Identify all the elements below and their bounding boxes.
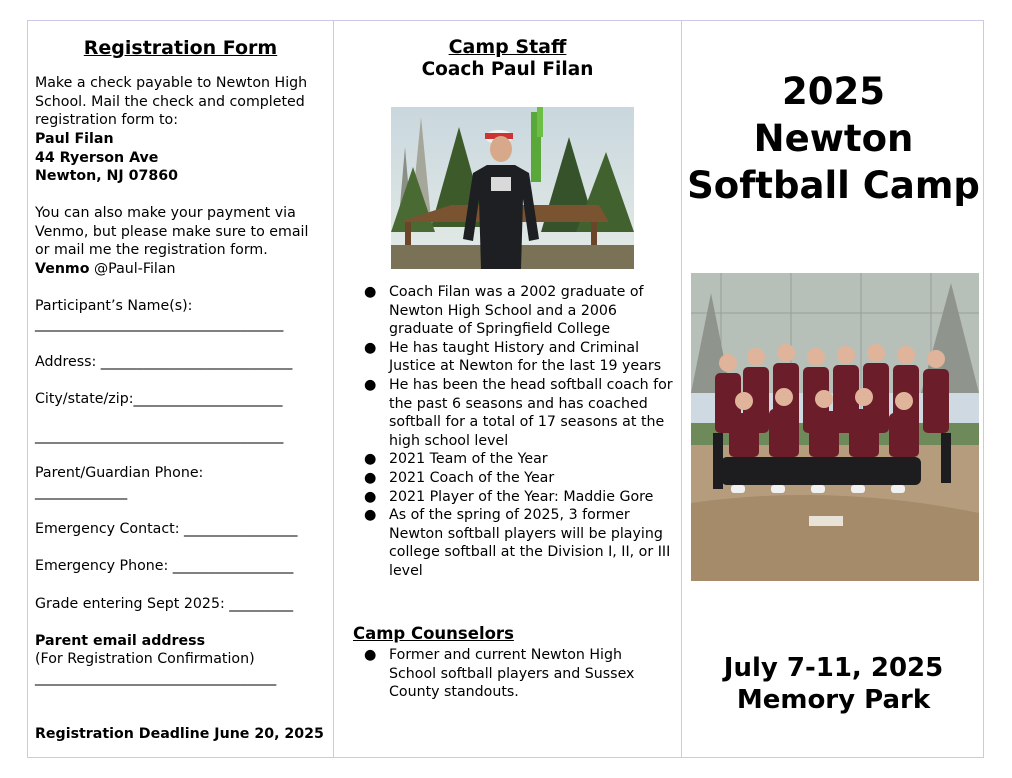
list-item bbox=[362, 376, 673, 450]
bio-text: He has been the head softball coach for the past 6 seasons and has coached softball for a total of 17 seasons at the high school level bbox=[389, 376, 673, 449]
parent-phone-label: Parent/Guardian Phone: bbox=[35, 465, 204, 481]
city-field-line[interactable]: ___________________________________ bbox=[35, 428, 284, 444]
bullet-icon: ● bbox=[364, 451, 377, 468]
bullet-icon: ● bbox=[364, 507, 377, 524]
venmo-text: You can also make your payment via Venmo, but please make sure to email or mail me the registration form. bbox=[35, 205, 309, 259]
list-item bbox=[362, 339, 673, 376]
staff-panel bbox=[334, 21, 682, 757]
team-photo bbox=[691, 273, 979, 581]
mail-name: Paul Filan bbox=[35, 131, 114, 147]
address-field[interactable]: Address: ___________________________ bbox=[35, 354, 293, 370]
city-field[interactable]: City/state/zip:_____________________ bbox=[35, 391, 283, 407]
email-field[interactable]: __________________________________ bbox=[35, 670, 277, 686]
counselors-list bbox=[362, 646, 673, 702]
counselors-title: Camp Counselors bbox=[353, 624, 514, 643]
cover-title-line1: Newton bbox=[753, 117, 914, 160]
venmo-line bbox=[35, 260, 327, 279]
cover-title-line2: Softball Camp bbox=[687, 164, 980, 207]
registration-deadline: Registration Deadline June 20, 2025 bbox=[35, 726, 324, 742]
counselors-text: Former and current Newton High School softball players and Sussex County standouts. bbox=[389, 647, 635, 701]
bullet-icon: ● bbox=[364, 647, 377, 663]
parent-phone-field[interactable]: _____________ bbox=[35, 484, 128, 500]
list-item bbox=[362, 283, 673, 339]
bullet-icon: ● bbox=[364, 339, 377, 356]
camp-location: Memory Park bbox=[736, 685, 931, 715]
venmo-label: Venmo bbox=[35, 261, 90, 277]
coach-photo bbox=[391, 107, 634, 269]
email-note: (For Registration Confirmation) bbox=[35, 651, 255, 667]
mail-street: 44 Ryerson Ave bbox=[35, 150, 159, 166]
bullet-icon: ● bbox=[364, 469, 377, 486]
email-label: Parent email address bbox=[35, 633, 206, 649]
list-item bbox=[362, 450, 673, 469]
list-item bbox=[362, 469, 673, 488]
camp-dates: July 7-11, 2025 bbox=[723, 653, 944, 683]
emergency-phone-field[interactable]: Emergency Phone: _________________ bbox=[35, 558, 294, 574]
cover-panel bbox=[682, 21, 985, 757]
bio-text: He has taught History and Criminal Justice at Newton for the last 19 years bbox=[389, 339, 662, 375]
participant-label: Participant’s Name(s): bbox=[35, 298, 193, 314]
team-photo-image bbox=[691, 273, 979, 581]
coach-photo-image bbox=[391, 107, 634, 269]
list-item bbox=[362, 506, 673, 580]
bullet-icon: ● bbox=[364, 284, 377, 300]
cover-year: 2025 bbox=[782, 70, 885, 113]
venmo-handle: @Paul-Filan bbox=[93, 261, 176, 277]
emergency-contact-field[interactable]: Emergency Contact: ________________ bbox=[35, 521, 298, 537]
mail-city: Newton, NJ 07860 bbox=[35, 168, 179, 184]
registration-intro: Make a check payable to Newton High School. Mail the check and completed registration form to: bbox=[35, 75, 308, 129]
bio-text: 2021 Player of the Year: Maddie Gore bbox=[389, 488, 654, 505]
bio-text: 2021 Coach of the Year bbox=[389, 469, 555, 486]
bio-text: Coach Filan was a 2002 graduate of Newton High School and a 2006 graduate of Springfield College bbox=[389, 284, 644, 338]
coach-name: Coach Paul Filan bbox=[421, 59, 594, 80]
bullet-icon: ● bbox=[364, 376, 377, 393]
registration-title: Registration Form bbox=[83, 37, 278, 59]
registration-panel bbox=[28, 21, 334, 757]
staff-title: Camp Staff bbox=[448, 36, 567, 58]
participant-field[interactable]: ___________________________________ bbox=[35, 316, 284, 332]
bullet-icon: ● bbox=[364, 488, 377, 505]
bio-text: 2021 Team of the Year bbox=[389, 451, 548, 468]
grade-field[interactable]: Grade entering Sept 2025: _________ bbox=[35, 596, 294, 612]
brochure-sheet bbox=[27, 20, 984, 758]
list-item bbox=[362, 488, 673, 507]
list-item bbox=[362, 646, 673, 702]
bio-text: As of the spring of 2025, 3 former Newton softball players will be playing college softball at the Division I, II, or III level bbox=[389, 507, 671, 579]
coach-bio-list bbox=[362, 283, 673, 581]
